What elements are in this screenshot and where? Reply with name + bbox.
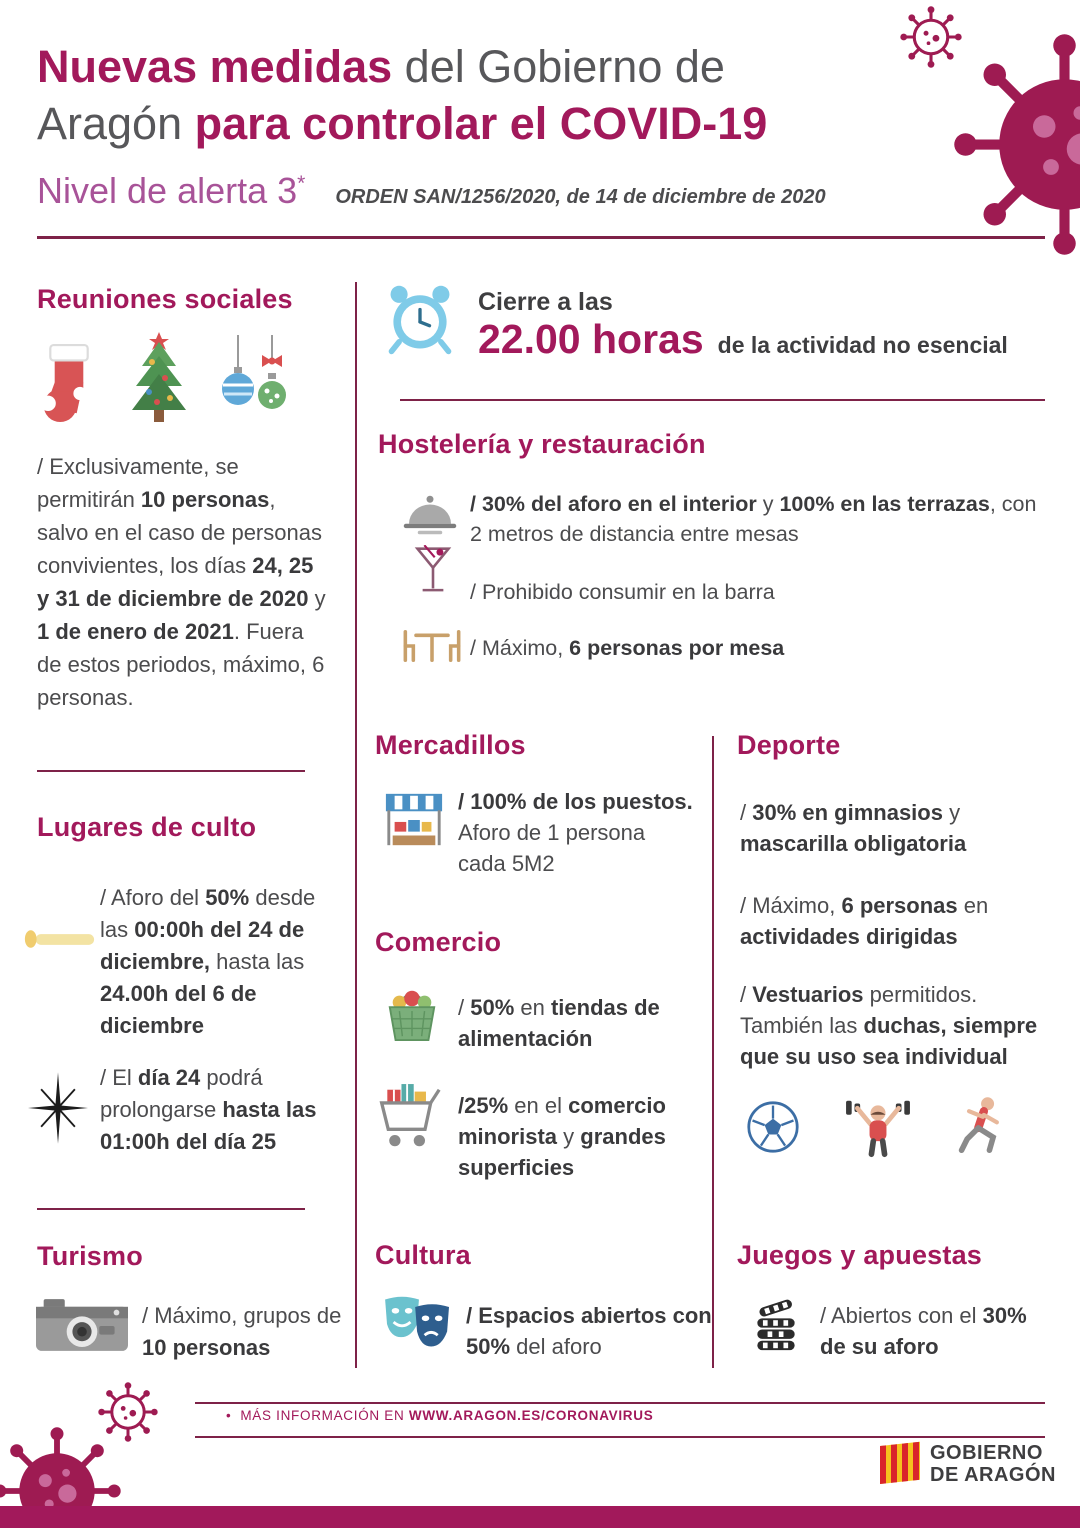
section-heading-comercio: Comercio (375, 927, 502, 957)
alert-level: Nivel de alerta 3* (37, 170, 306, 211)
closing-tail: de la actividad no esencial (717, 332, 1008, 358)
camera-icon (36, 1295, 128, 1355)
aragon-flag-icon (880, 1440, 920, 1488)
christmas-tree-icon (122, 330, 196, 430)
title-accent-1: Nuevas medidas (37, 41, 393, 92)
order-reference: ORDEN SAN/1256/2020, de 14 de diciembre de 2020 (335, 186, 826, 208)
footer-info-prefix: MÁS INFORMACIÓN EN (240, 1408, 409, 1423)
cultura-text: / Espacios abiertos con 50% del aforo (466, 1303, 718, 1359)
culto-text-1: / Aforo del 50% desde las 00:00h del 24 de diciembre, hasta las 24.00h del 6 de diciembre (100, 885, 322, 1038)
left-divider-1 (37, 770, 305, 772)
cocktail-icon (414, 545, 452, 599)
footer-info (226, 1408, 653, 1423)
closing-line (478, 316, 1038, 363)
stocking-icon (36, 336, 102, 430)
juegos-text: / Abiertos con el 30% de su aforo (820, 1303, 1033, 1359)
closing-lead: Cierre a las (478, 288, 613, 316)
reuniones-text: / Exclusivamente, se permitirán 10 personas, salvo en el caso de personas convivientes, los días 24, 25 y 31 de diciembre de 2020 y 1 de enero de 2021. Fuera de estos periodos, máximo, 6 personas. (37, 454, 332, 710)
left-divider-2 (37, 1208, 305, 1210)
bottom-bar (0, 1506, 1080, 1528)
title-accent-2: para controlar el COVID-19 (194, 98, 768, 149)
section-heading-hosteleria: Hostelería y restauración (378, 429, 706, 459)
grocery-basket-icon (384, 982, 440, 1044)
alert-row (37, 170, 826, 212)
section-heading-cultura: Cultura (375, 1240, 471, 1270)
christmas-icons-row (36, 330, 296, 430)
deporte-text-1: / 30% en gimnasios y mascarilla obligatoria (740, 800, 967, 856)
title-plain-1: del Gobierno de (392, 41, 725, 92)
divider-right-column (712, 736, 714, 1368)
section-heading-deporte: Deporte (737, 730, 841, 760)
virus-icon-large (952, 32, 1080, 257)
title-plain-2: Aragón (37, 98, 195, 149)
section-heading-reuniones: Reuniones sociales (37, 284, 293, 314)
banner-rule (400, 399, 1045, 401)
page-title (37, 38, 867, 152)
deporte-text-2: / Máximo, 6 personas en actividades dirigidas (740, 893, 995, 949)
culto-text-2: / El día 24 podrá prolongarse hasta las 01:00h del día 25 (100, 1065, 323, 1154)
poker-chips-icon (748, 1292, 804, 1354)
theater-masks-icon (381, 1292, 455, 1354)
market-stall-icon (383, 789, 445, 851)
runner-icon (956, 1096, 1008, 1158)
closing-time: 22.00 horas (478, 316, 704, 362)
hosteleria-text-3: / Máximo, 6 personas por mesa (470, 636, 785, 660)
turismo-text: / Máximo, grupos de 10 personas (142, 1303, 348, 1360)
weightlifter-icon (844, 1096, 912, 1158)
header-rule (37, 236, 1045, 239)
section-heading-turismo: Turismo (37, 1241, 143, 1271)
candle-icon (20, 926, 98, 952)
star-icon (28, 1072, 88, 1144)
alarm-clock-icon (382, 282, 458, 358)
deporte-icons-row (746, 1096, 1008, 1158)
footer-bullet: • (226, 1408, 232, 1423)
gobierno-aragon-wordmark: GOBIERNO DE ARAGÓN (930, 1442, 1056, 1486)
table-chairs-icon (400, 628, 464, 664)
footer-info-link[interactable]: WWW.ARAGON.ES/CORONAVIRUS (408, 1408, 654, 1423)
hosteleria-text-2: / Prohibido consumir en la barra (470, 580, 775, 604)
football-icon (746, 1100, 800, 1154)
comercio-text-1: / 50% en tiendas de alimentación (458, 995, 666, 1051)
footer-rule-top (195, 1402, 1045, 1404)
mercadillos-text: / 100% de los puestos. Aforo de 1 persona cada 5M2 (458, 789, 698, 876)
deporte-text-3: / Vestuarios permitidos. También las duchas, siempre que su uso sea individual (740, 982, 1044, 1069)
comercio-text-2: /25% en el comercio minorista y grandes superficies (458, 1093, 673, 1180)
section-heading-culto: Lugares de culto (37, 812, 257, 842)
divider-left-column (355, 282, 357, 1368)
ornaments-icon (216, 335, 296, 430)
section-heading-juegos: Juegos y apuestas (737, 1240, 983, 1270)
alert-asterisk: * (297, 172, 306, 195)
shopping-cart-icon (376, 1082, 442, 1154)
footer-rule-bottom (195, 1436, 1045, 1438)
gobierno-aragon-logo (880, 1440, 1056, 1488)
section-heading-mercadillos: Mercadillos (375, 730, 526, 760)
hosteleria-text-1: / 30% del aforo en el interior y 100% en las terrazas, con 2 metros de distancia entre mesas (470, 492, 1043, 546)
serving-cloche-icon (402, 492, 458, 538)
